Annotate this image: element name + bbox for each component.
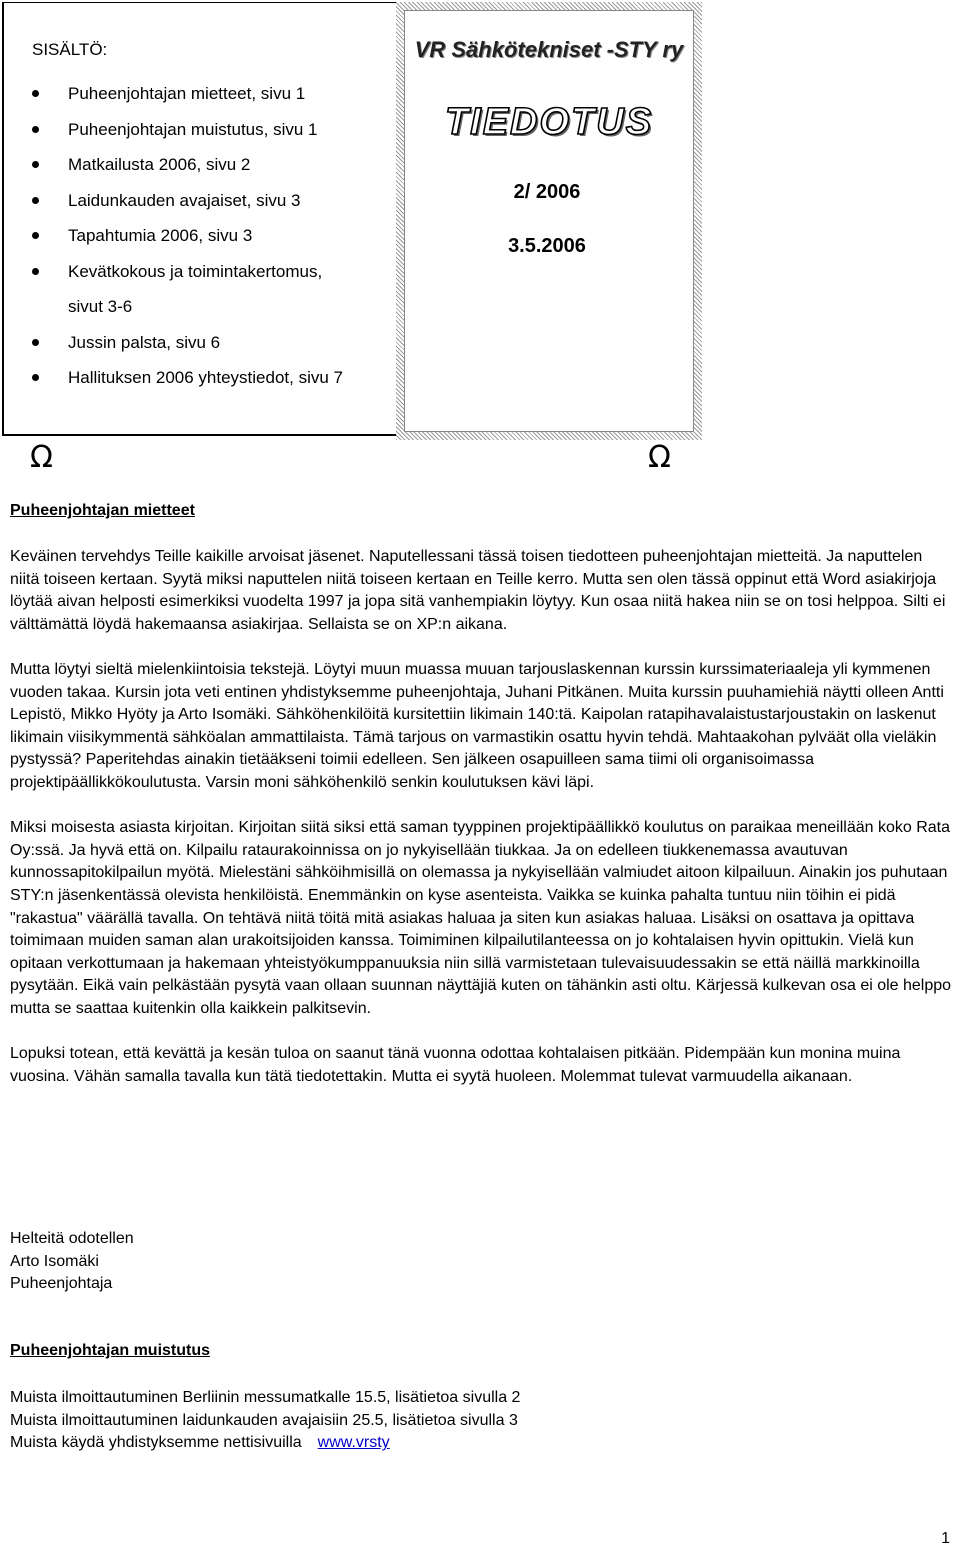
toc-list [32,76,392,396]
reminder-text: Muista käydä yhdistyksemme nettisivuilla [10,1434,302,1452]
toc-item: Tapahtumia 2006, sivu 3 [32,218,392,254]
section-heading-muistutus: Puheenjohtajan muistutus [10,1342,211,1359]
paragraph: Miksi moisesta asiasta kirjoitan. Kirjoitan siitä siksi että saman tyyppinen projektipäällikkö koulutus on paraikaa meneillään koko Rata Oy:ssä. Ja hyvä että on. Kilpailu rataurakoinnissa on jo nykyisellään tiukkaa. Ja on edelleen tiukkenemassa avautuvan kunnossapitokilpailun myötä. Mielestäni sähköihmisillä on olemassa ja nykyisellään valmiudet aitoon kilpailuun. Ainakin jos puhutaan STY:n jäsenkentässä olevista henkilöistä. Enemmänkin on kyse asenteista. Vaikka se kuinka pahalta tuntuu niin töihin ei pidä "rakastua" väärällä tavalla. On tehtävä niitä töitä mitä asiakas haluaa ja siten kun asiakas haluaa. Lisäksi on osattava ja opittava toimimaan muiden saman alan urakoitsijoiden kanssa. Toimiminen kilpailutilanteessa on jo kohtalaisen hyvin opittukin. Vielä kun opitaan verkottumaan ja hakemaan yhteistyökumppanuuksia niin sillä varmistetaan tulevaisuudessakin se että näillä markkinoilla pysytään. Eikä vain pelkästään pysytä vaan ollaan suunnan näyttäjiä kuten on tähänkin asti oltu. Kärjessä kulkevan osa ei ole helppo mutta se saattaa kuitenkin olla kaikkein palkitsevin. [10,819,952,1017]
toc-item: Jussin palsta, sivu 6 [32,325,392,361]
omega-icon: Ω [30,440,53,475]
signature-line: Helteitä odotellen [10,1230,134,1247]
paragraph: Keväinen tervehdys Teille kaikille arvoisat jäsenet. Naputellessani tässä toisen tiedotteen puheenjohtajan mietteitä. Ja naputtelen niitä toiseen kertaan. Syytä miksi naputtelen niitä toiseen kertaan en Teille kerro. Mutta sen olen tässä oppinut että Word asiakirjoja löytää aivan helposti esimerkiksi vuodelta 1997 ja jopa sitä vanhempiakin löytyy. Kun osaa niitä hakea niin se on tosi helppoa. Silti ei välttämättä löydä hakemaansa asiakirjaa. Sellaista se on XP:n aikana. [10,548,946,633]
reminder-line [10,1432,954,1455]
website-link[interactable]: www.vrsty [317,1434,390,1452]
signature-name: Arto Isomäki [10,1252,99,1270]
omega-icon: Ω [648,440,671,475]
issue-date: 3.5.2006 [508,235,586,257]
reminder-line: Muista ilmoittautuminen laidunkauden avajaisiin 25.5, lisätietoa sivulla 3 [10,1411,518,1429]
issue-number: 2/ 2006 [513,181,581,203]
organization-name: VR Sähkötekniset -STY ry [414,37,684,62]
toc-item-continued: sivut 3-6 [68,297,133,316]
article-body [10,546,954,1088]
signature-title: Puheenjohtaja [10,1275,113,1293]
masthead-frame [404,10,694,432]
paragraph: Mutta löytyi sieltä mielenkiintoisia tekstejä. Löytyi muun muassa muuan tarjouslaskennan kurssin kurssimateriaaleja yli kymmenen vuoden takaa. Kursin jota veti entinen yhdistyksemme puheenjohtaja, Juhani Pitkänen. Muita kurssin puuhamiehiä näytti olleen Antti Lepistö, Mikko Hyöty ja Arto Isomäki. Sähköhenkilöitä kursitettiin likimain 140:tä. Kaipolan ratapihavalaistustarjoustakin on laskenut likimain viisikymmentä sähköalan ammattilaista. Tämä tarjous on varmastikin osattu hyvin tehdä. Mahtaakohan pylväät olla vieläkin pystyssä? Paperitehdas ainakin tietääkseni toimii edelleen. Sen jälkeen osapuilleen sama tiimi oli organisoimassa projektipäällikkökoulutusta. Varsin moni sähköhenkilö senkin koulutuksen kävi läpi. [10,660,944,791]
toc-item: Puheenjohtajan mietteet, sivu 1 [32,76,392,112]
toc-item: Laidunkauden avajaiset, sivu 3 [32,183,392,219]
paragraph: Lopuksi totean, että kevättä ja kesän tuloa on saanut tänä vuonna odottaa kohtalaisen pitkään. Pidempään kun monina muina vuosina. Vähän samalla tavalla kun tätä tiedotettakin. Mutta ei syytä huoleen. Molemmat tulevat varmuudella aikanaan. [10,1045,901,1085]
reminder-line: Muista ilmoittautuminen Berliinin messumatkalle 15.5, lisätietoa sivulla 2 [10,1389,521,1406]
toc-item: Kevätkokous ja toimintakertomus, [32,254,392,290]
section-heading-mietteet: Puheenjohtajan mietteet [10,502,195,519]
newsletter-title: TIEDOTUS [444,101,654,143]
toc-item: Hallituksen 2006 yhteystiedot, sivu 7 [32,360,392,396]
masthead [396,2,702,440]
toc-item: Matkailusta 2006, sivu 2 [32,147,392,183]
reminder-list [10,1387,954,1455]
signature [10,1228,954,1296]
page-number: 1 [941,1530,950,1547]
toc-title: SISÄLTÖ: [32,40,108,59]
toc-item: Puheenjohtajan muistutus, sivu 1 [32,112,392,148]
